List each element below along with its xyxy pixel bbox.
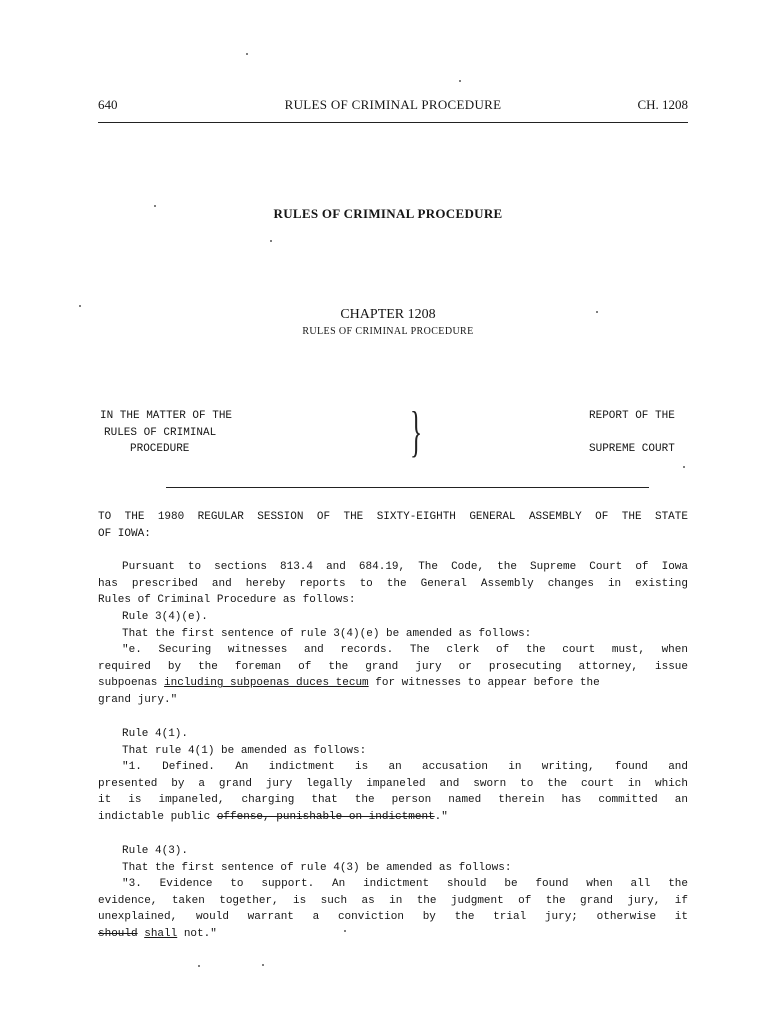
rule-heading: Rule 4(1).: [122, 728, 189, 740]
rule-text: not.": [177, 927, 217, 940]
address-block: [98, 509, 688, 542]
rule-instruction: That the first sentence of rule 4(3) be amended as follows:: [122, 861, 512, 874]
scan-speck: [270, 240, 272, 242]
caption-right-line: REPORT OF THE: [589, 410, 675, 422]
rule-text-line: "3. Evidence to support. An indictment should be found when all the: [122, 878, 688, 891]
inserted-text: including subpoenas duces tecum: [164, 677, 369, 690]
rule-text-line: required by the foreman of the grand jury or prosecuting attorney, issue: [98, 660, 688, 673]
rule-4-1-section: [98, 726, 688, 826]
scan-speck: [79, 305, 81, 307]
struck-text: should: [98, 927, 138, 940]
scan-speck: [198, 965, 200, 967]
rule-text-line: grand jury.": [98, 693, 178, 706]
main-title: RULES OF CRIMINAL PROCEDURE: [273, 206, 503, 221]
scan-speck: [596, 311, 598, 313]
page-number: 640: [98, 97, 118, 112]
rule-text-line: "1. Defined. An indictment is an accusation in writing, found and: [122, 761, 688, 774]
caption-right: [589, 408, 688, 458]
caption-left: [100, 408, 232, 458]
rule-text-line: it is impaneled, charging that the person named therein has committed an: [98, 794, 688, 807]
rule-text: subpoenas: [98, 677, 165, 690]
address-line: OF IOWA:: [98, 527, 151, 540]
rule-text: indictable public: [98, 810, 217, 823]
rule-instruction: That the first sentence of rule 3(4)(e) be amended as follows:: [122, 627, 532, 640]
rule-text-line: [98, 926, 688, 943]
scan-speck: [154, 205, 156, 207]
caption-left-line: IN THE MATTER OF THE: [100, 410, 233, 422]
scan-speck: [246, 53, 248, 55]
header-rule: [98, 122, 688, 123]
intro-line: has prescribed and hereby reports to the General Assembly changes in existing: [98, 577, 688, 590]
running-head-title: RULES OF CRIMINAL PROCEDURE: [284, 97, 502, 112]
struck-text: offense, punishable on indictment: [216, 810, 435, 823]
intro-line: Rules of Criminal Procedure as follows:: [98, 594, 356, 607]
caption-rule: [166, 487, 649, 488]
rule-3-4-e-section: [98, 609, 688, 709]
caption-left-line: PROCEDURE: [130, 443, 190, 455]
rule-text-line: [98, 675, 688, 692]
rule-heading: Rule 4(3).: [122, 845, 189, 857]
scan-speck: [344, 930, 346, 932]
scan-speck: [262, 964, 264, 966]
rule-text-line: [98, 809, 688, 826]
chapter-title: CHAPTER 1208: [340, 307, 436, 322]
running-head-chapter: CH. 1208: [637, 97, 688, 112]
scan-speck: [459, 80, 461, 82]
rule-text-line: unexplained, would warrant a conviction by the trial jury; otherwise it: [98, 911, 688, 924]
scan-speck: [683, 466, 685, 468]
intro-paragraph: [98, 559, 688, 609]
rule-text: for witnesses to appear before the: [368, 677, 600, 690]
address-line: TO THE 1980 REGULAR SESSION OF THE SIXTY-EIGHTH GENERAL ASSEMBLY OF THE STATE: [98, 511, 688, 523]
rule-text: .": [434, 810, 448, 823]
rule-instruction: That rule 4(1) be amended as follows:: [122, 744, 367, 757]
inserted-text: shall: [144, 927, 178, 940]
rule-4-3-section: [98, 843, 688, 943]
caption-right-line: SUPREME COURT: [589, 443, 675, 455]
intro-line: Pursuant to sections 813.4 and 684.19, The Code, the Supreme Court of Iowa: [122, 561, 688, 573]
chapter-subtitle: RULES OF CRIMINAL PROCEDURE: [302, 326, 474, 337]
rule-heading: Rule 3(4)(e).: [122, 611, 208, 623]
rule-text-line: evidence, taken together, is such as in the judgment of the grand jury, if: [98, 894, 688, 907]
running-head: [98, 97, 688, 115]
caption-brace: }: [410, 401, 423, 463]
rule-text-line: presented by a grand jury legally impaneled and sworn to the court in which: [98, 777, 688, 790]
caption-left-line: RULES OF CRIMINAL: [104, 426, 217, 439]
rule-text-line: "e. Securing witnesses and records. The clerk of the court must, when: [122, 644, 688, 657]
